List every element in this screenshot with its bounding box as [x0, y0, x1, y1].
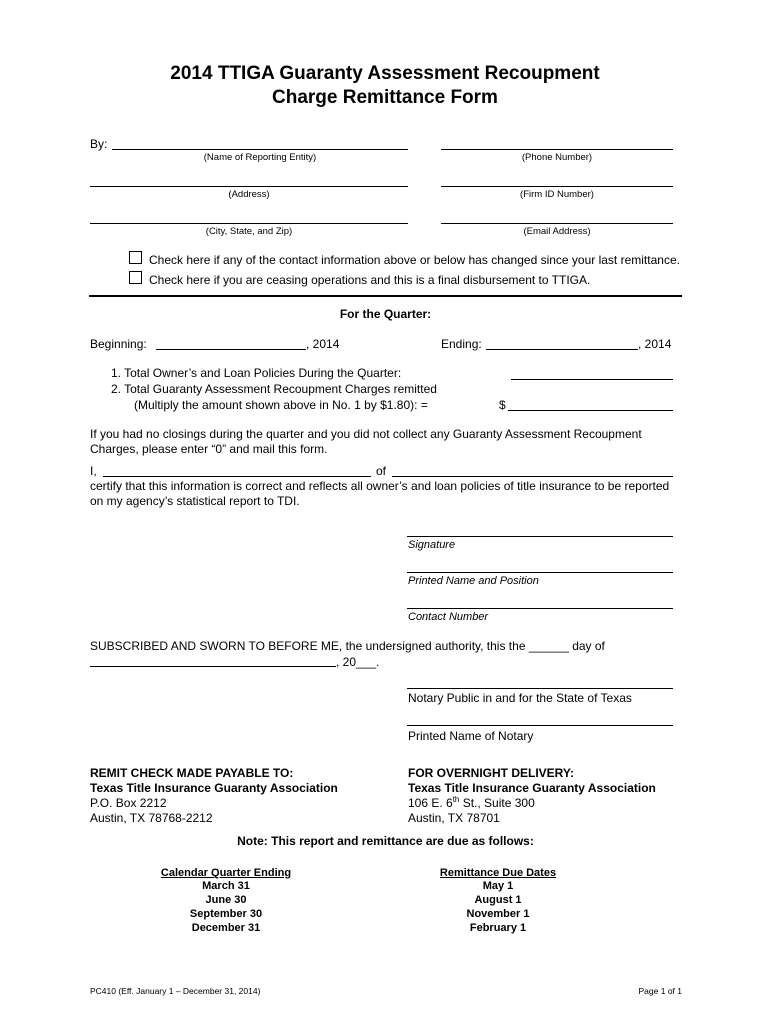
- remit-heading: REMIT CHECK MADE PAYABLE TO:: [90, 766, 294, 780]
- certify-statement: certify that this information is correct and reflects all owner’s and loan policies of title insurance to be reported on my agency’s statistical report to TDI.: [90, 479, 670, 508]
- due-dates-list: [398, 879, 598, 935]
- sworn-year-suffix: , 20___.: [336, 655, 380, 669]
- quarter-heading: For the Quarter:: [339, 307, 432, 321]
- reporting-entity-caption: (Name of Reporting Entity): [203, 152, 317, 163]
- due-date-item: February 1: [469, 922, 527, 934]
- notary-public-caption: Notary Public in and for the State of Texas: [408, 691, 632, 705]
- ending-year: , 2014: [638, 337, 672, 351]
- beginning-label: Beginning:: [90, 337, 147, 351]
- dollar-sign: $: [499, 398, 506, 412]
- overnight-city: Austin, TX 78701: [408, 811, 500, 825]
- certifier-name-field[interactable]: [103, 476, 371, 477]
- address-caption: (Address): [228, 189, 270, 200]
- quarter-ending-item: September 30: [189, 908, 263, 920]
- section-divider: [89, 295, 682, 297]
- notary-signature-field[interactable]: [407, 688, 673, 689]
- ceasing-operations-label: Check here if you are ceasing operations and this is a final disbursement to TTIGA.: [149, 273, 591, 287]
- due-dates-heading: Remittance Due Dates: [439, 867, 557, 879]
- email-address-field[interactable]: [441, 223, 673, 224]
- phone-number-caption: (Phone Number): [521, 152, 593, 163]
- remit-city: Austin, TX 78768-2212: [90, 811, 213, 825]
- city-state-zip-caption: (City, State, and Zip): [205, 226, 293, 237]
- due-date-item: November 1: [466, 908, 530, 920]
- phone-number-field[interactable]: [441, 149, 673, 150]
- firm-id-caption: (Firm ID Number): [520, 189, 594, 200]
- printed-name-caption: Printed Name and Position: [408, 575, 539, 587]
- contact-number-field[interactable]: [407, 608, 673, 609]
- page-number: Page 1 of 1: [638, 986, 682, 996]
- due-date-item: May 1: [482, 880, 514, 892]
- item-2-multiply-label: (Multiply the amount shown above in No. 1 by $1.80): =: [134, 398, 428, 412]
- by-label: By:: [90, 137, 108, 151]
- contact-number-caption: Contact Number: [408, 611, 489, 623]
- printed-notary-caption: Printed Name of Notary: [408, 729, 534, 743]
- total-policies-field[interactable]: [511, 379, 673, 380]
- city-state-zip-field[interactable]: [90, 223, 408, 224]
- form-title-line2: Charge Remittance Form: [272, 87, 498, 108]
- quarter-ending-item: December 31: [191, 922, 261, 934]
- overnight-organization: Texas Title Insurance Guaranty Association: [408, 781, 656, 795]
- no-closings-instructions: If you had no closings during the quarter and you did not collect any Guaranty Assessment Recoupment Charges, please enter “0” and mail this form.: [90, 427, 642, 456]
- contact-changed-checkbox[interactable]: [129, 251, 142, 264]
- ending-label: Ending:: [441, 337, 482, 351]
- contact-changed-label: Check here if any of the contact information above or below has changed since your last remittance.: [149, 253, 680, 267]
- schedule-note: Note: This report and remittance are due as follows:: [237, 834, 534, 848]
- notary-name-field[interactable]: [407, 725, 673, 726]
- due-date-item: August 1: [474, 894, 522, 906]
- i-label: I,: [90, 464, 97, 478]
- quarter-ending-item: June 30: [205, 894, 247, 906]
- item-2-label: 2. Total Guaranty Assessment Recoupment Charges remitted: [111, 382, 437, 396]
- sworn-month-field[interactable]: [90, 666, 336, 667]
- beginning-date-field[interactable]: [156, 349, 306, 350]
- quarter-ending-list: [126, 879, 326, 935]
- signature-field[interactable]: [407, 536, 673, 537]
- remit-po-box: P.O. Box 2212: [90, 796, 167, 810]
- sworn-statement: SUBSCRIBED AND SWORN TO BEFORE ME, the undersigned authority, this the ______ day of: [90, 639, 605, 653]
- overnight-heading: FOR OVERNIGHT DELIVERY:: [408, 766, 575, 780]
- total-charges-field[interactable]: [508, 410, 673, 411]
- signature-caption: Signature: [408, 539, 456, 551]
- form-id: PC410 (Eff. January 1 – December 31, 2014): [90, 986, 261, 996]
- reporting-entity-field[interactable]: [112, 149, 408, 150]
- quarter-ending-item: March 31: [202, 880, 250, 892]
- address-field[interactable]: [90, 186, 408, 187]
- ceasing-operations-checkbox[interactable]: [129, 271, 142, 284]
- quarter-ending-heading: Calendar Quarter Ending: [160, 867, 292, 879]
- ending-date-field[interactable]: [486, 349, 638, 350]
- agency-name-field[interactable]: [392, 476, 673, 477]
- item-1-label: 1. Total Owner’s and Loan Policies During the Quarter:: [111, 366, 402, 380]
- email-address-caption: (Email Address): [523, 226, 591, 237]
- of-label: of: [376, 464, 387, 478]
- overnight-street: 106 E. 6th St., Suite 300: [408, 795, 535, 810]
- remit-organization: Texas Title Insurance Guaranty Association: [90, 781, 338, 795]
- firm-id-field[interactable]: [441, 186, 673, 187]
- form-title-line1: 2014 TTIGA Guaranty Assessment Recoupment: [170, 63, 600, 84]
- beginning-year: , 2014: [306, 337, 340, 351]
- printed-name-field[interactable]: [407, 572, 673, 573]
